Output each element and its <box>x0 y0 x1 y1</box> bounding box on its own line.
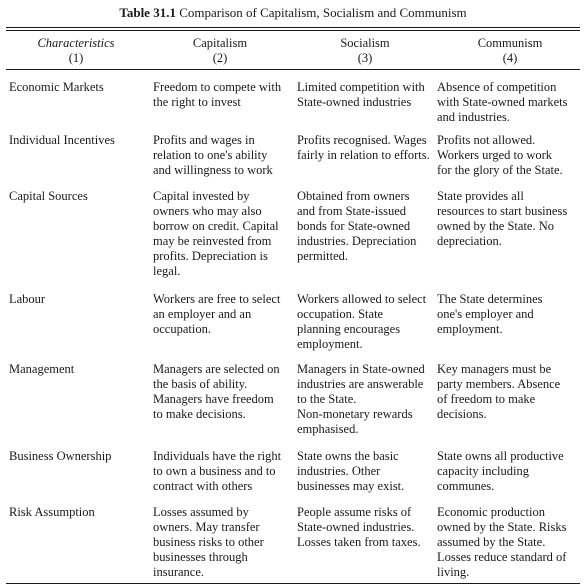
cell-socialism: People assume risks of State-owned industries. Losses taken from taxes. <box>297 505 421 549</box>
header-rule <box>6 69 580 70</box>
column-header-name: Capitalism <box>192 36 248 50</box>
cell-communism: Key managers must be party members. Absence of freedom to make decisions. <box>437 362 561 421</box>
cell-capitalism: Losses assumed by owners. May transfer business risks to other businesses through insurance. <box>153 505 264 579</box>
column-header-communism <box>450 36 570 66</box>
row-label-economic-markets: Economic Markets <box>9 80 104 94</box>
cell-capitalism: Workers are free to select an employer and an occupation. <box>153 292 281 336</box>
bottom-rule <box>6 583 580 584</box>
column-header-name: Socialism <box>340 36 390 50</box>
column-header-socialism <box>310 36 420 66</box>
cell-communism: Absence of competition with State-owned markets and industries. <box>437 80 568 124</box>
row-label-business-ownership: Business Ownership <box>9 449 112 463</box>
cell-socialism: Obtained from owners and from State-issued bonds for State-owned industries. Depreciation permitted. <box>297 189 417 263</box>
cell-socialism: State owns the basic industries. Other businesses may exist. <box>297 449 405 493</box>
column-header-index: (4) <box>502 51 518 65</box>
cell-capitalism: Freedom to compete with the right to invest <box>153 80 282 109</box>
table-title: Comparison of Capitalism, Socialism and Communism <box>179 5 467 20</box>
cell-socialism: Profits recognised. Wages fairly in relation to efforts. <box>297 133 430 162</box>
top-rule-inner <box>6 30 580 31</box>
row-label-capital-sources: Capital Sources <box>9 189 88 203</box>
top-rule <box>6 27 580 28</box>
cell-communism: State owns all productive capacity including communes. <box>437 449 564 493</box>
column-header-index: (3) <box>357 51 373 65</box>
column-header-name: Communism <box>477 36 543 50</box>
cell-socialism: Limited competition with State-owned industries <box>297 80 425 109</box>
table-number: Table 31.1 <box>119 5 176 20</box>
row-label-individual-incentives: Individual Incentives <box>9 133 115 147</box>
table-caption <box>0 5 586 21</box>
column-header-characteristics <box>26 36 126 66</box>
column-header-index: (2) <box>212 51 228 65</box>
cell-communism: The State determines one's employer and employment. <box>437 292 543 336</box>
column-header-name: Characteristics <box>37 36 115 50</box>
row-label-risk-assumption: Risk Assumption <box>9 505 95 519</box>
cell-communism: State provides all resources to start business owned by the State. No depreciation. <box>437 189 568 248</box>
cell-socialism: Workers allowed to select occupation. State planning encourages employment. <box>297 292 427 351</box>
cell-communism: Profits not allowed. Workers urged to work for the glory of the State. <box>437 133 563 177</box>
column-header-index: (1) <box>68 51 84 65</box>
cell-capitalism: Individuals have the right to own a business and to contract with others <box>153 449 282 493</box>
cell-socialism: Managers in State-owned industries are answerable to the State. Non-monetary rewards emphasised. <box>297 362 425 436</box>
cell-capitalism: Capital invested by owners who may also borrow on credit. Capital may be reinvested from profits. Depreciation is legal. <box>153 189 279 278</box>
cell-capitalism: Managers are selected on the basis of ability. Managers have freedom to make decisions. <box>153 362 280 421</box>
row-label-management: Management <box>9 362 75 376</box>
column-header-capitalism <box>160 36 280 66</box>
cell-communism: Economic production owned by the State. Risks assumed by the State. Losses reduce standard of living. <box>437 505 567 579</box>
cell-capitalism: Profits and wages in relation to one's ability and willingness to work <box>153 133 273 177</box>
row-label-labour: Labour <box>9 292 46 306</box>
